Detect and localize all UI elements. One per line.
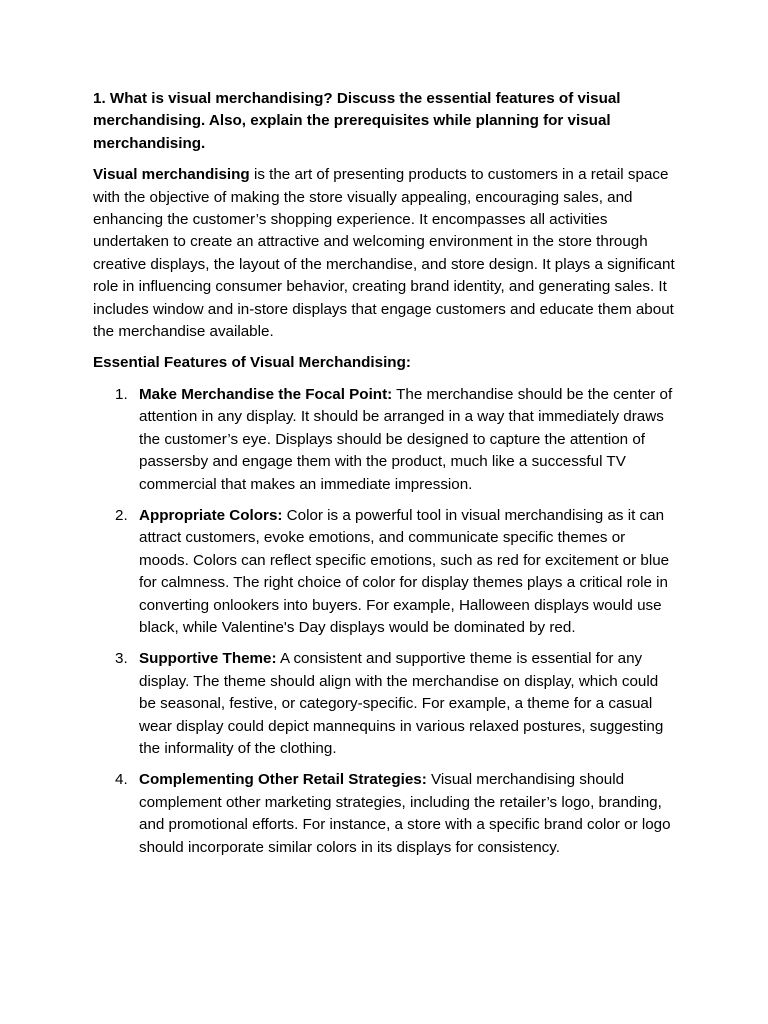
features-list — [93, 384, 678, 859]
list-item — [93, 505, 678, 639]
intro-paragraph — [93, 164, 678, 343]
document-page — [93, 88, 678, 868]
list-item-term: Complementing Other Retail Strategies: — [139, 771, 427, 789]
list-item-term: Supportive Theme: — [139, 650, 277, 668]
list-item-term: Appropriate Colors: — [139, 506, 283, 524]
intro-text: is the art of presenting products to customers in a retail space with the objective of making the store visually appealing, encouraging sales, and enhancing the customer’s shopping experience. It encompasses all activities undertaken to create an attractive and welcoming environment in the store through creative displays, the layout of the merchandise, and store design. It plays a significant role in influencing consumer behavior, creating brand identity, and generating sales. It includes window and in-store displays that engage customers and educate them about the merchandise available. — [93, 166, 675, 341]
list-item-number: 1. — [115, 385, 128, 403]
list-item-text: Color is a powerful tool in visual merchandising as it can attract customers, evoke emotions, and communicate specific themes or moods. Colors can reflect specific emotions, such as red for excitement or blue for calmness. The right choice of color for display themes plays a critical role in converting onlookers into buyers. For example, Halloween displays would use black, while Valentine's Day displays would be dominated by red. — [139, 506, 670, 636]
list-item-number: 4. — [115, 771, 128, 789]
intro-term: Visual merchandising — [93, 166, 250, 184]
list-item — [93, 648, 678, 760]
list-item-term: Make Merchandise the Focal Point: — [139, 385, 393, 403]
list-item-text: A consistent and supportive theme is essential for any display. The theme should align with the merchandise on display, which could be seasonal, festive, or category-specific. For example, a theme for a casual wear display could depict mannequins in various relaxed postures, suggesting the informality of the clothing. — [139, 650, 664, 757]
list-item-text: The merchandise should be the center of attention in any display. It should be arranged in a way that immediately draws the customer’s eye. Displays should be designed to capture the attention of passersby and engage them with the product, much like a successful TV commercial that makes an immediate impression. — [139, 385, 673, 493]
question-heading: 1. What is visual merchandising? Discuss the essential features of visual merchandising. Also, explain the prerequisites while planning for visual merchandising. — [93, 90, 621, 152]
list-item — [93, 769, 678, 859]
list-item-number: 2. — [115, 506, 128, 524]
list-item-text: Visual merchandising should complement other marketing strategies, including the retailer’s logo, branding, and promotional efforts. For instance, a store with a specific brand color or logo should incorporate similar colors in its displays for consistency. — [139, 771, 671, 856]
features-heading: Essential Features of Visual Merchandising: — [93, 354, 411, 372]
list-item-number: 3. — [115, 650, 128, 668]
list-item — [93, 384, 678, 496]
